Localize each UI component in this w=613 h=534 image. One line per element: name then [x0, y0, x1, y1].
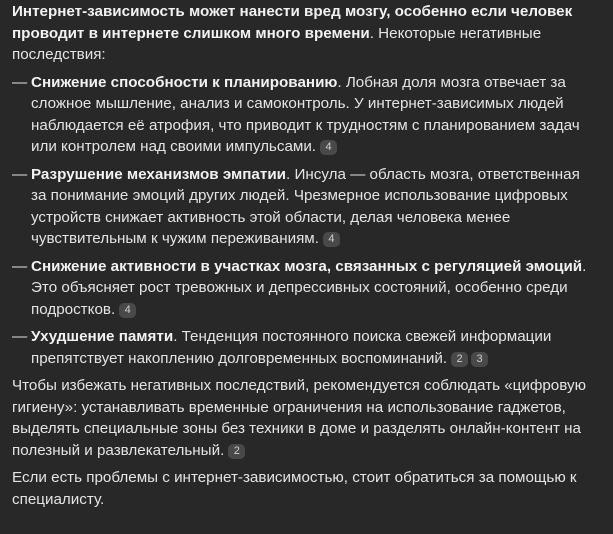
source-ref-badge[interactable]: 4 — [320, 140, 337, 155]
intro-bold: Интернет-зависимость может нанести вред мозгу, особенно если человек проводит в интернете слишком много времени — [12, 3, 573, 42]
item-text: . Лобная доля мозга отвечает за сложное мышление, анализ и самоконтроль. У интернет-зависимых людей наблюдается её атрофия, что приводит к трудностям с планированием задач или контролем над своими импульсами. — [31, 73, 580, 155]
source-ref-badge[interactable]: 4 — [119, 303, 136, 318]
paragraph-text: Если есть проблемы с интернет-зависимостью, стоит обратиться за помощью к специалисту. — [12, 469, 577, 508]
source-ref-badge[interactable]: 2 — [451, 352, 468, 367]
intro-paragraph — [12, 1, 595, 66]
dash-marker: — — [12, 257, 28, 275]
list-item — [12, 326, 595, 369]
item-title: Снижение способности к планированию — [31, 73, 338, 91]
consequences-list — [12, 72, 595, 370]
item-text: . Тенденция постоянного поиска свежей информации препятствует накоплению долговременных воспоминаний. — [31, 328, 552, 367]
paragraph-text: Чтобы избежать негативных последствий, рекомендуется соблюдать «цифровую гигиену»: устанавливать временные ограничения на использование гаджетов, выделять специальные зоны без техники в доме и разделять онлайн-контент на полезный и развлекательный. — [12, 377, 586, 459]
intro-rest: . Некоторые негативные последствия: — [12, 24, 542, 63]
source-ref-badge[interactable]: 4 — [323, 232, 340, 247]
source-ref-badge[interactable]: 2 — [228, 444, 245, 459]
item-text: . Инсула — область мозга, ответственная за понимание эмоций других людей. Чрезмерное использование цифровых устройств снижает активность этой области, делая человека менее чувствительным к чужим переживаниям. — [31, 165, 580, 247]
list-item — [12, 256, 595, 321]
item-title: Ухудшение памяти — [31, 328, 174, 345]
item-title: Разрушение механизмов эмпатии — [31, 165, 286, 183]
item-title: Снижение активности в участках мозга, связанных с регуляцией эмоций — [31, 257, 583, 275]
dash-marker: — — [12, 73, 28, 91]
hygiene-paragraph — [12, 375, 595, 461]
list-item — [12, 164, 595, 250]
source-ref-badge[interactable]: 3 — [471, 352, 488, 367]
dash-marker: — — [12, 165, 28, 183]
item-text: . Это объясняет рост тревожных и депрессивных состояний, особенно среди подростков. — [31, 257, 587, 318]
list-item — [12, 72, 595, 158]
help-paragraph — [12, 467, 595, 510]
dash-marker: — — [12, 328, 28, 345]
